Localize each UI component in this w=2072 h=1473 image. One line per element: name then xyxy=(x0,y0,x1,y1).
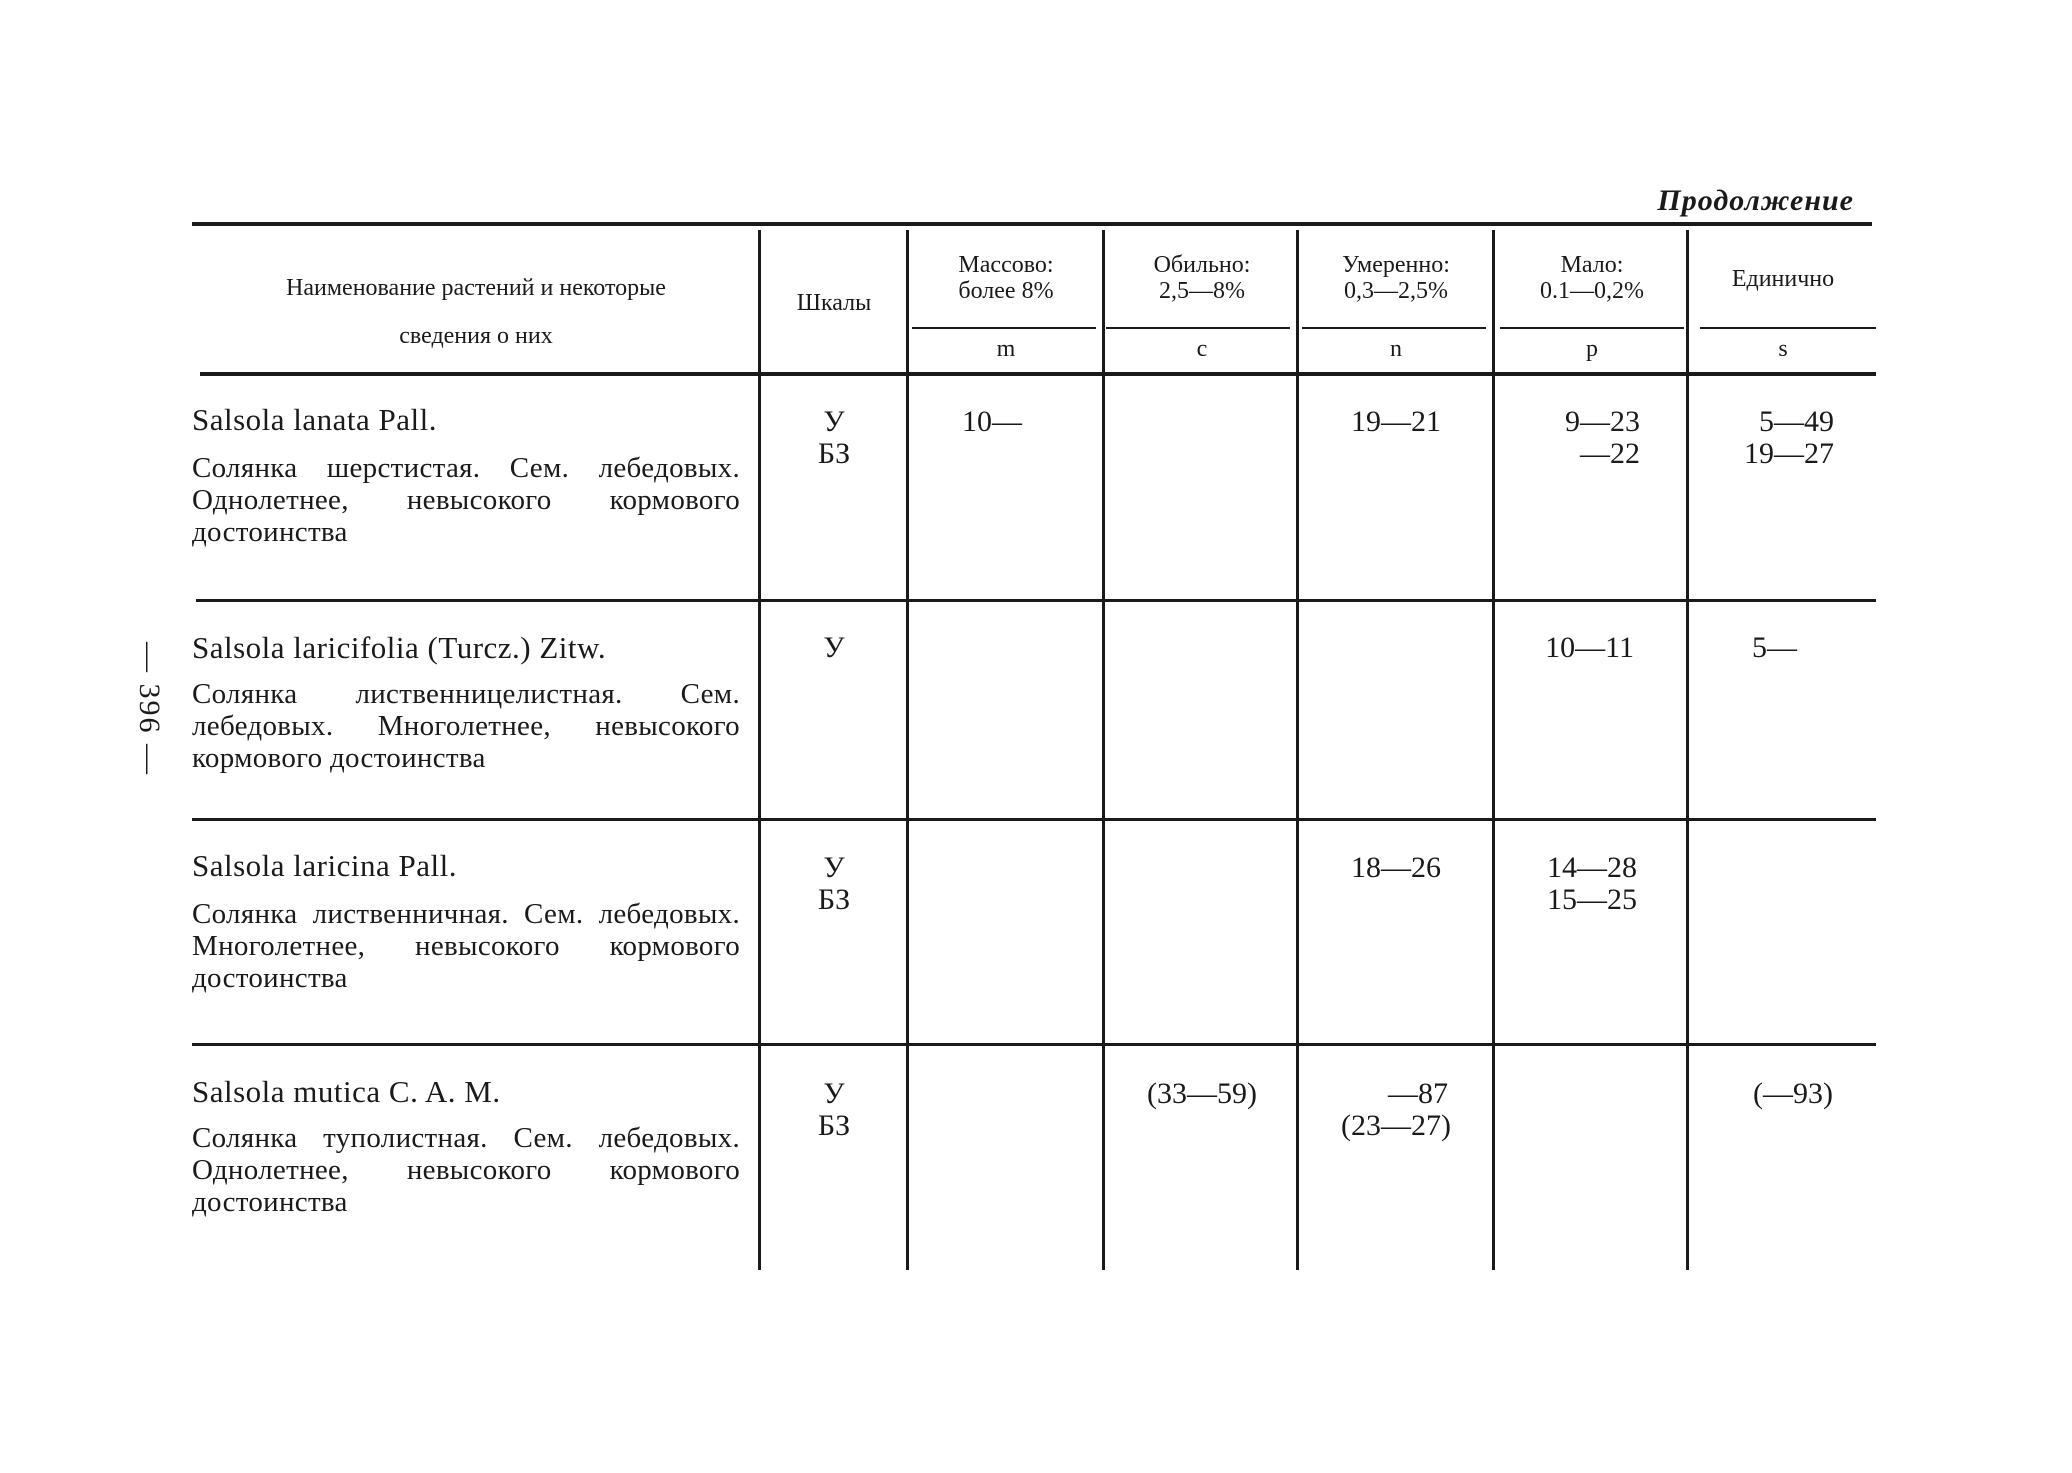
header-abundant: Обильно: 2,5—8% xyxy=(1153,252,1251,304)
code-p: p xyxy=(1586,336,1598,362)
plant-latin-name: Salsola laricina Pall. xyxy=(192,848,457,883)
n-cell: 19—21 xyxy=(1351,405,1441,438)
scales-cell: У БЗ xyxy=(817,405,851,470)
row-divider xyxy=(192,1043,1876,1046)
p-cell: 9—23 —22 xyxy=(1565,405,1640,470)
header-name-col: Наименование растений и некоторые сведения о них xyxy=(286,275,666,349)
header-bottom-rule xyxy=(200,372,1876,376)
plant-latin-name: Salsola laricifolia (Turcz.) Zitw. xyxy=(192,630,607,665)
plant-latin-name: Salsola mutica C. A. M. xyxy=(192,1074,501,1109)
code-c: c xyxy=(1196,336,1208,362)
code-m: m xyxy=(996,336,1016,362)
page-number: — 396 — xyxy=(133,642,166,776)
m-cell: 10— xyxy=(962,405,1022,438)
column-line xyxy=(1296,230,1299,1270)
n-cell: —87 (23—27) xyxy=(1341,1077,1451,1142)
p-cell: 10—11 xyxy=(1545,631,1634,664)
s-cell: 5—49 19—27 xyxy=(1744,405,1834,470)
subheader-rule xyxy=(1700,327,1876,329)
n-cell: 18—26 xyxy=(1351,851,1441,884)
s-cell: 5— xyxy=(1752,631,1797,664)
header-few: Мало: 0.1—0,2% xyxy=(1540,252,1644,304)
scales-cell: У xyxy=(823,631,845,664)
column-line xyxy=(1686,230,1689,1270)
header-scales: Шкалы xyxy=(796,290,872,316)
plant-description: Солянка лиственницелистная. Сем. лебедовых. Многолетнее, невысокого кормового достоинства xyxy=(192,678,740,774)
continuation-label: Продолжение xyxy=(1657,184,1854,217)
header-moderate: Умеренно: 0,3—2,5% xyxy=(1342,252,1450,304)
scales-cell: У БЗ xyxy=(817,1077,851,1142)
subheader-rule xyxy=(1106,327,1290,329)
code-n: n xyxy=(1390,336,1402,362)
c-cell: (33—59) xyxy=(1147,1077,1257,1110)
code-s: s xyxy=(1778,336,1788,362)
scales-cell: У БЗ xyxy=(817,851,851,916)
column-line xyxy=(758,230,761,1270)
plant-description: Солянка лиственничная. Сем. лебедовых. Многолетнее, невысокого кормового достоинства xyxy=(192,898,740,994)
header-massive: Массово: более 8% xyxy=(958,252,1054,304)
row-divider xyxy=(196,599,1876,602)
p-cell: 14—28 15—25 xyxy=(1547,851,1637,916)
column-line xyxy=(1102,230,1105,1270)
plant-description: Солянка туполистная. Сем. лебедовых. Однолетнее, невысокого кормового достоинства xyxy=(192,1122,740,1218)
plant-description: Солянка шерстистая. Сем. лебедовых. Однолетнее, невысокого кормового достоинства xyxy=(192,452,740,548)
row-divider xyxy=(192,818,1876,821)
subheader-rule xyxy=(1500,327,1684,329)
subheader-rule xyxy=(912,327,1096,329)
subheader-rule xyxy=(1302,327,1486,329)
plant-latin-name: Salsola lanata Pall. xyxy=(192,402,438,437)
s-cell: (—93) xyxy=(1753,1077,1833,1110)
column-line xyxy=(1492,230,1495,1270)
table-top-rule xyxy=(192,222,1872,226)
header-single: Единично xyxy=(1731,266,1835,292)
column-line xyxy=(906,230,909,1270)
